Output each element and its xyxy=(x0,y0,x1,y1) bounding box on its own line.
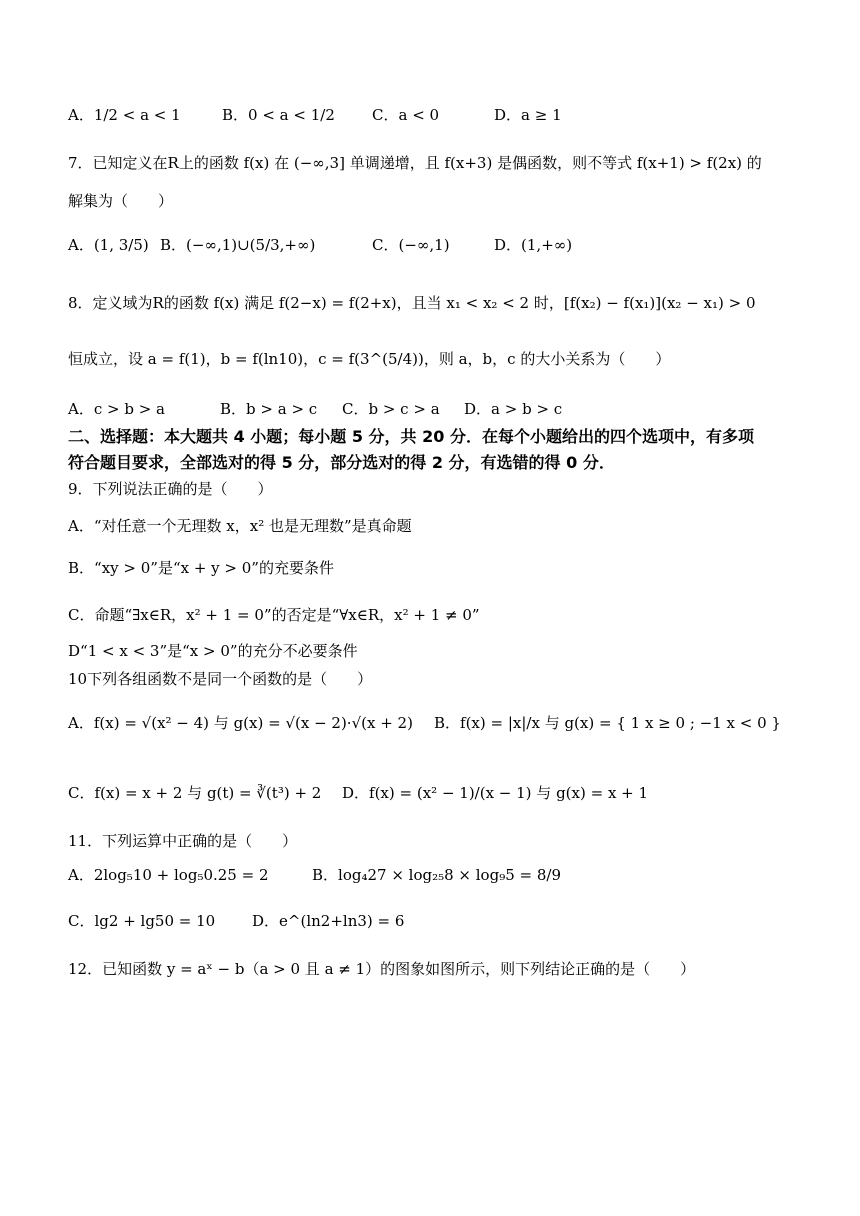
q7-option-c: C．(−∞,1) xyxy=(372,236,450,254)
q10-option-c: C．f(x) = x + 2 与 g(t) = ∛(t³) + 2 xyxy=(68,784,322,802)
q9-option-d: D“1 < x < 3”是“x > 0”的充分不必要条件 xyxy=(68,642,358,660)
q6-option-d: D．a ≥ 1 xyxy=(494,106,562,124)
q8-option-b: B．b > a > c xyxy=(220,400,318,418)
q10-option-b: B．f(x) = |x|/x 与 g(x) = { 1 x ≥ 0 ; −1 x < 0 } xyxy=(434,714,781,732)
q11-stem: 11．下列运算中正确的是（ ） xyxy=(68,832,298,850)
q12-stem: 12．已知函数 y = aˣ − b（a > 0 且 a ≠ 1）的图象如图所示，则下列结论正确的是（ ） xyxy=(68,960,696,978)
q6-option-a: A．1/2 < a < 1 xyxy=(68,106,181,124)
q8-stem-line2: 恒成立，设 a = f(1)，b = f(ln10)，c = f(3^(5/4))，则 a，b，c 的大小关系为（ ） xyxy=(68,350,671,368)
q7-option-d: D．(1,+∞) xyxy=(494,236,573,254)
q7-stem-line1: 7．已知定义在R上的函数 f(x) 在 (−∞,3] 单调递增，且 f(x+3) 是偶函数，则不等式 f(x+1) > f(2x) 的 xyxy=(68,154,762,172)
q8-option-a: A．c > b > a xyxy=(68,400,165,418)
q7-option-b: B．(−∞,1)∪(5/3,+∞) xyxy=(160,236,316,254)
q8-option-d: D．a > b > c xyxy=(464,400,563,418)
section-heading-line1: 二、选择题：本大题共 4 小题；每小题 5 分，共 20 分．在每个小题给出的四个选项中，有多项 xyxy=(68,427,754,446)
q7-option-a: A．(1, 3/5) xyxy=(68,236,149,254)
q11-option-b: B．log₄27 × log₂₅8 × log₉5 = 8/9 xyxy=(312,866,561,884)
q9-option-c: C．命题“∃x∈R，x² + 1 = 0”的否定是“∀x∈R，x² + 1 ≠ 0” xyxy=(68,606,480,624)
q11-option-c: C．lg2 + lg50 = 10 xyxy=(68,912,216,930)
q11-option-d: D．e^(ln2+ln3) = 6 xyxy=(252,912,405,930)
q11-option-a: A．2log₅10 + log₅0.25 = 2 xyxy=(68,866,269,884)
q6-option-b: B．0 < a < 1/2 xyxy=(222,106,335,124)
q10-stem: 10下列各组函数不是同一个函数的是（ ） xyxy=(68,670,373,688)
q8-option-c: C．b > c > a xyxy=(342,400,440,418)
q9-option-a: A．“对任意一个无理数 x，x² 也是无理数”是真命题 xyxy=(68,517,412,535)
q9-stem: 9．下列说法正确的是（ ） xyxy=(68,480,273,498)
q9-option-b: B．“xy > 0”是“x + y > 0”的充要条件 xyxy=(68,559,334,577)
q7-stem-line2: 解集为（ ） xyxy=(68,192,174,210)
q8-stem-line1: 8．定义域为R的函数 f(x) 满足 f(2−x) = f(2+x)，且当 x₁ < x₂ < 2 时，[f(x₂) − f(x₁)](x₂ − x₁) > 0 xyxy=(68,294,756,312)
section-heading-line2: 符合题目要求，全部选对的得 5 分，部分选对的得 2 分，有选错的得 0 分． xyxy=(68,453,615,472)
q10-option-a: A．f(x) = √(x² − 4) 与 g(x) = √(x − 2)·√(x + 2) xyxy=(68,714,413,732)
q10-option-d: D．f(x) = (x² − 1)/(x − 1) 与 g(x) = x + 1 xyxy=(342,784,649,802)
q6-option-c: C．a < 0 xyxy=(372,106,440,124)
